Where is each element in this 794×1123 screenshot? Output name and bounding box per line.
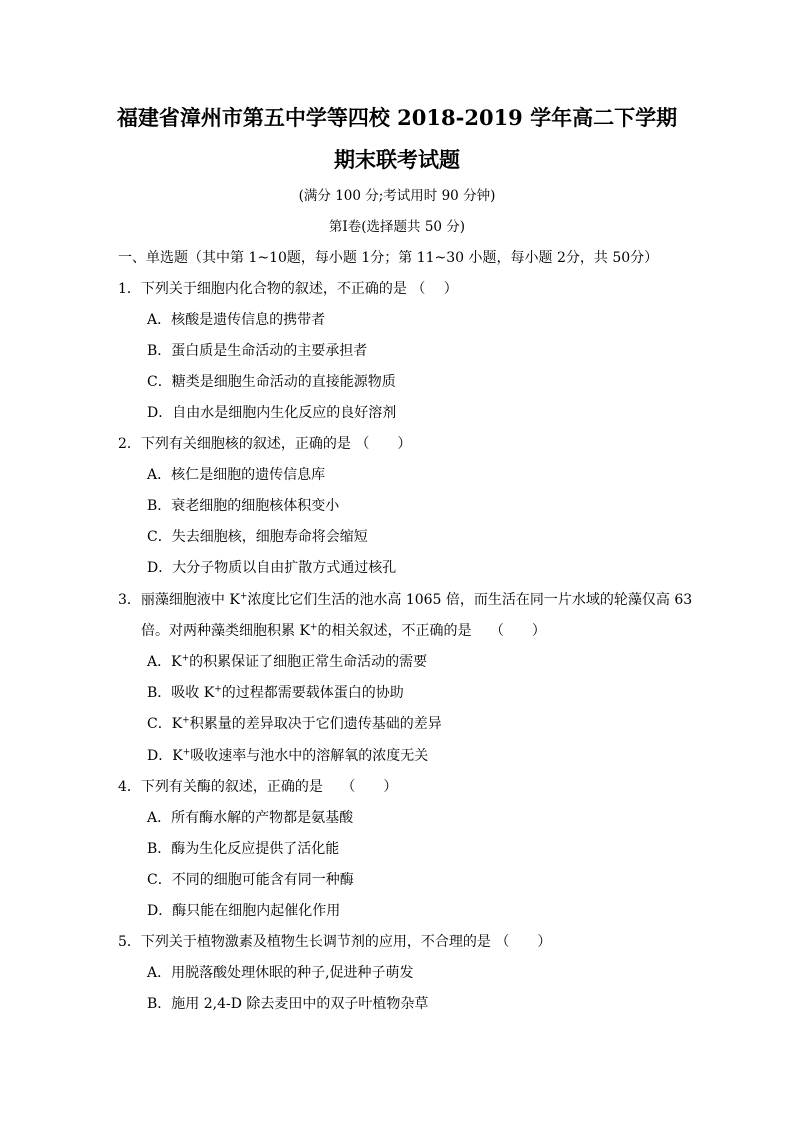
option-text: 积累量的差异取决于它们遗传基础的差异 <box>189 716 442 732</box>
question-2-option-a: A．核仁是细胞的遗传信息库 <box>147 467 326 483</box>
question-4-option-d: D．酶只能在细胞内起催化作用 <box>147 903 341 919</box>
question-5-stem: 5．下列关于植物激素及植物生长调节剂的应用，不合理的是 （ ） <box>118 934 552 950</box>
question-2-option-c: C．失去细胞核，细胞寿命将会缩短 <box>147 529 368 545</box>
exam-info: (满分 100 分;考试用时 90 分钟) <box>298 188 496 204</box>
potassium-ion-charge: + <box>214 684 222 695</box>
question-1-option-a: A．核酸是遗传信息的携带者 <box>147 312 326 328</box>
question-3-option-b <box>147 683 404 703</box>
question-2-stem: 2．下列有关细胞核的叙述，正确的是 （ ） <box>118 436 412 452</box>
option-prefix: C．K <box>147 716 183 732</box>
question-1-option-d: D．自由水是细胞内生化反应的良好溶剂 <box>147 405 397 421</box>
option-prefix: A．K <box>147 654 182 670</box>
potassium-ion-charge: + <box>239 591 248 602</box>
question-3-option-a <box>147 652 427 672</box>
question-3-option-c <box>147 714 442 734</box>
question-4-option-b: B．酶为生化反应提供了活化能 <box>147 841 340 857</box>
question-1-option-c: C．糖类是细胞生命活动的直接能源物质 <box>147 374 396 390</box>
question-3-stem <box>118 590 692 610</box>
document-title-line-2: 期末联考试题 <box>334 147 460 172</box>
question-4-option-c: C．不同的细胞可能含有同一种酶 <box>147 872 354 888</box>
potassium-ion-charge: + <box>182 747 191 758</box>
part-label: 第Ⅰ卷(选择题共 50 分) <box>328 219 466 235</box>
option-prefix: D．K <box>147 748 183 764</box>
option-text: 的过程都需要载体蛋白的协助 <box>221 685 404 701</box>
question-1-stem: 1．下列关于细胞内化合物的叙述，不正确的是 （ ） <box>118 281 458 297</box>
question-5-option-a: A．用脱落酸处理休眠的种子,促进种子萌发 <box>147 965 414 981</box>
question-3-stem-part-1: 3．丽藻细胞液中 K <box>118 592 240 608</box>
option-text: 的积累保证了细胞正常生命活动的需要 <box>189 654 428 670</box>
section-heading: 一、单选题（其中第 1~10题，每小题 1分；第 11~30 小题，每小题 2分，共 50分） <box>118 250 659 266</box>
question-3-cont-part-2: 的相关叙述，不正确的是 （ ） <box>317 623 546 639</box>
potassium-ion-charge: + <box>182 715 190 726</box>
option-text: 吸收速率与池水中的溶解氧的浓度无关 <box>190 748 429 764</box>
option-prefix: B．吸收 K <box>147 685 215 701</box>
question-2-option-d: D．大分子物质以自由扩散方式通过核孔 <box>147 560 397 576</box>
question-1-option-b: B．蛋白质是生命活动的主要承担者 <box>147 343 368 359</box>
question-2-option-b: B．衰老细胞的细胞核体积变小 <box>147 498 340 514</box>
potassium-ion-charge: + <box>181 653 190 664</box>
question-3-option-d <box>147 746 428 766</box>
question-4-stem: 4．下列有关酶的叙述，正确的是 （ ） <box>118 779 398 795</box>
potassium-ion-charge: + <box>309 622 318 633</box>
question-5-option-b: B．施用 2,4-D 除去麦田中的双子叶植物杂草 <box>147 996 429 1012</box>
document-title-line-1: 福建省漳州市第五中学等四校 2018-2019 学年高二下学期 <box>116 105 678 130</box>
question-3-stem-continuation <box>141 621 546 641</box>
question-3-cont-part-1: 倍。对两种藻类细胞积累 K <box>141 623 310 639</box>
question-4-option-a: A．所有酶水解的产物都是氨基酸 <box>147 810 354 826</box>
question-3-stem-part-2: 浓度比它们生活的池水高 1065 倍，而生活在同一片水域的轮藻仅高 63 <box>247 592 693 608</box>
